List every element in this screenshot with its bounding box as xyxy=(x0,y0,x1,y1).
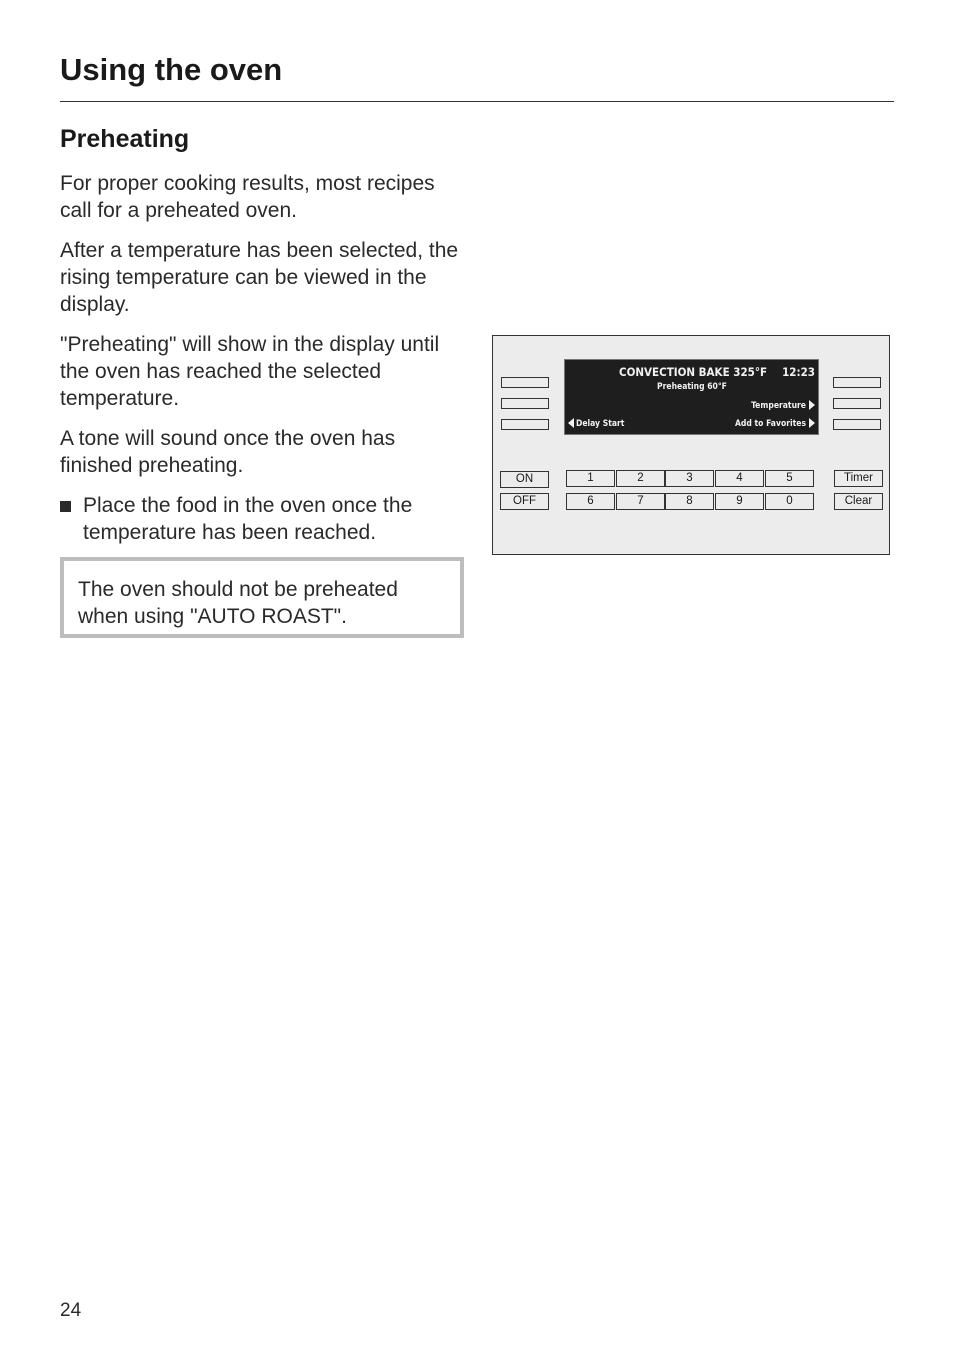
left-sensor-button-3[interactable] xyxy=(501,419,549,430)
arrow-right-icon xyxy=(809,400,815,410)
section-heading: Preheating xyxy=(60,125,190,153)
display-status: Preheating 60°F xyxy=(657,382,727,392)
instruction-text: Place the food in the oven once the temperature has been reached. xyxy=(83,494,413,544)
off-button[interactable]: OFF xyxy=(500,493,549,510)
digit-5-button[interactable]: 5 xyxy=(765,470,814,487)
digit-1-button[interactable]: 1 xyxy=(566,470,615,487)
display-favorites-option: Add to Favorites xyxy=(734,419,806,429)
right-sensor-button-1[interactable] xyxy=(833,377,881,388)
bullet-square-icon xyxy=(60,501,71,512)
digit-2-button[interactable]: 2 xyxy=(616,470,665,487)
display-mode: CONVECTION BAKE 325°F xyxy=(619,365,768,379)
right-sensor-button-3[interactable] xyxy=(833,419,881,430)
oven-control-panel xyxy=(492,335,890,555)
paragraph: "Preheating" will show in the display until the oven has reached the selected temperature. xyxy=(60,333,440,410)
body-text xyxy=(60,170,470,546)
digit-8-button[interactable]: 8 xyxy=(665,493,714,510)
title-divider xyxy=(60,101,894,102)
oven-display xyxy=(564,359,819,435)
paragraph: A tone will sound once the oven has finished preheating. xyxy=(60,427,396,477)
digit-9-button[interactable]: 9 xyxy=(715,493,764,510)
digit-4-button[interactable]: 4 xyxy=(715,470,764,487)
instruction-bullet xyxy=(60,492,470,546)
digit-6-button[interactable]: 6 xyxy=(566,493,615,510)
note-text: The oven should not be preheated when using "AUTO ROAST". xyxy=(78,578,398,628)
clear-button[interactable]: Clear xyxy=(834,493,883,510)
page-title: Using the oven xyxy=(60,52,283,87)
paragraph: After a temperature has been selected, the rising temperature can be viewed in the display. xyxy=(60,239,459,316)
page-number: 24 xyxy=(60,1300,82,1321)
on-button[interactable]: ON xyxy=(500,471,549,488)
display-delay-start-option: Delay Start xyxy=(576,419,625,429)
arrow-left-icon xyxy=(568,418,574,428)
digit-3-button[interactable]: 3 xyxy=(665,470,714,487)
display-clock: 12:23 xyxy=(782,365,815,379)
note-box xyxy=(60,557,464,638)
digit-0-button[interactable]: 0 xyxy=(765,493,814,510)
timer-button[interactable]: Timer xyxy=(834,470,883,487)
digit-7-button[interactable]: 7 xyxy=(616,493,665,510)
left-sensor-button-2[interactable] xyxy=(501,398,549,409)
left-sensor-button-1[interactable] xyxy=(501,377,549,388)
display-temperature-option: Temperature xyxy=(751,401,806,411)
paragraph: For proper cooking results, most recipes call for a preheated oven. xyxy=(60,172,435,222)
arrow-right-icon xyxy=(809,418,815,428)
right-sensor-button-2[interactable] xyxy=(833,398,881,409)
